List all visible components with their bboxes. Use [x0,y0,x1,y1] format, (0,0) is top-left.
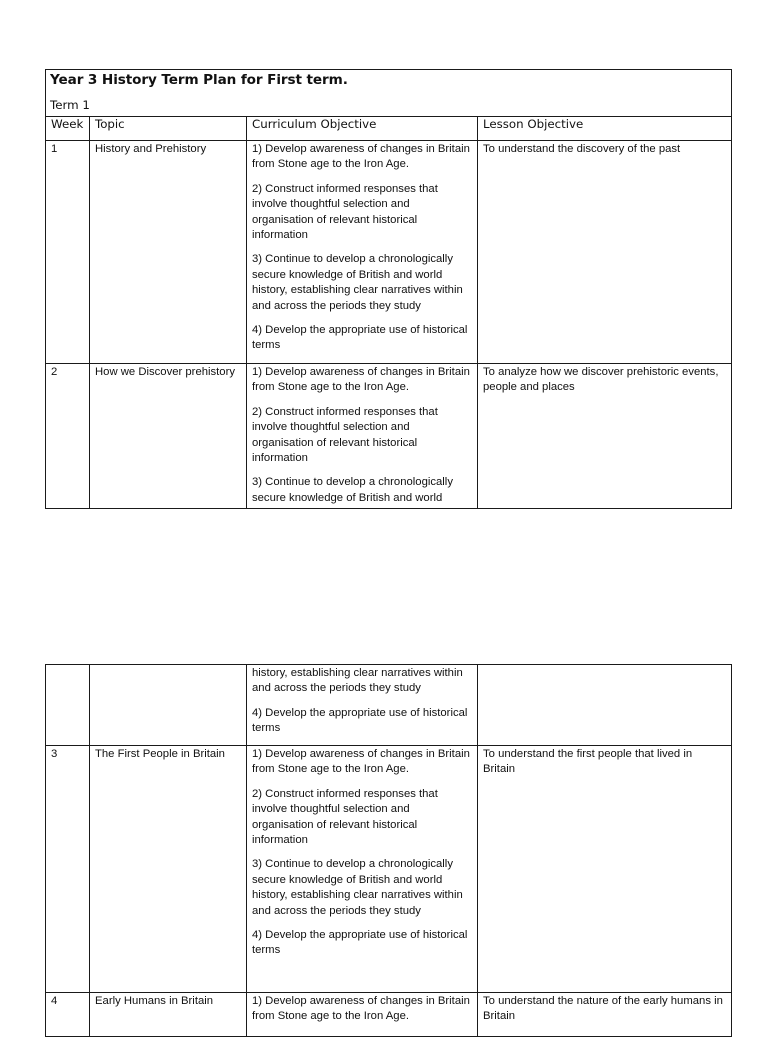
objective-3-end: history, establishing clear narratives within and across the periods they study [252,667,463,695]
table-row [46,746,732,993]
title-row [46,70,732,117]
term-plan-table-page-1 [45,69,732,509]
document-title: Year 3 History Term Plan for First term. [50,72,348,88]
table-row [46,993,732,1037]
objective-3: 3) Continue to develop a chronologically secure knowledge of British and world history, establishing clear narratives within and across the periods they study [252,253,463,312]
table-row [46,364,732,509]
header-topic: Topic [90,117,247,141]
header-lesson-objective: Lesson Objective [478,117,732,141]
week-number-empty [46,665,90,746]
objective-3: 3) Continue to develop a chronologically secure knowledge of British and world history, establishing clear narratives within and across the periods they study [252,858,463,917]
objective-1: 1) Develop awareness of changes in Britain from Stone age to the Iron Age. [252,366,470,394]
lesson-objective-cell: To understand the first people that lived in Britain [478,746,732,993]
lesson-objective-cell-empty [478,665,732,746]
topic-cell: How we Discover prehistory [90,364,247,509]
week-number: 1 [46,141,90,364]
lesson-objective-cell: To analyze how we discover prehistoric events, people and places [478,364,732,509]
header-row [46,117,732,141]
table-row [46,141,732,364]
table-row-continued [46,665,732,746]
topic-cell: History and Prehistory [90,141,247,364]
curriculum-objectives-cell [247,665,478,746]
objective-2: 2) Construct informed responses that involve thoughtful selection and organisation of relevant historical information [252,787,438,847]
header-week: Week [46,117,90,141]
curriculum-objectives-cell [247,993,478,1037]
week-number: 2 [46,364,90,509]
objective-3-start: 3) Continue to develop a chronologically secure knowledge of British and world [252,476,453,504]
header-curriculum-objective: Curriculum Objective [247,117,478,141]
objective-4: 4) Develop the appropriate use of historical terms [252,324,468,352]
curriculum-objectives-cell [247,141,478,364]
term-plan-table-page-2 [45,664,732,1037]
objective-2: 2) Construct informed responses that involve thoughtful selection and organisation of relevant historical information [252,182,438,242]
lesson-objective-cell: To understand the discovery of the past [478,141,732,364]
curriculum-objectives-cell [247,746,478,993]
objective-1: 1) Develop awareness of changes in Britain from Stone age to the Iron Age. [252,995,470,1023]
term-label: Term 1 [50,98,90,112]
curriculum-objectives-cell [247,364,478,509]
lesson-objective-cell: To understand the nature of the early humans in Britain [478,993,732,1037]
topic-cell: Early Humans in Britain [90,993,247,1037]
week-number: 3 [46,746,90,993]
week-number: 4 [46,993,90,1037]
objective-2: 2) Construct informed responses that involve thoughtful selection and organisation of relevant historical information [252,405,438,465]
topic-cell-empty [90,665,247,746]
objective-4: 4) Develop the appropriate use of historical terms [252,706,468,735]
title-cell [46,70,732,117]
objective-1: 1) Develop awareness of changes in Britain from Stone age to the Iron Age. [252,143,470,171]
topic-cell: The First People in Britain [90,746,247,993]
objective-4: 4) Develop the appropriate use of historical terms [252,929,468,957]
objective-1: 1) Develop awareness of changes in Britain from Stone age to the Iron Age. [252,748,470,776]
